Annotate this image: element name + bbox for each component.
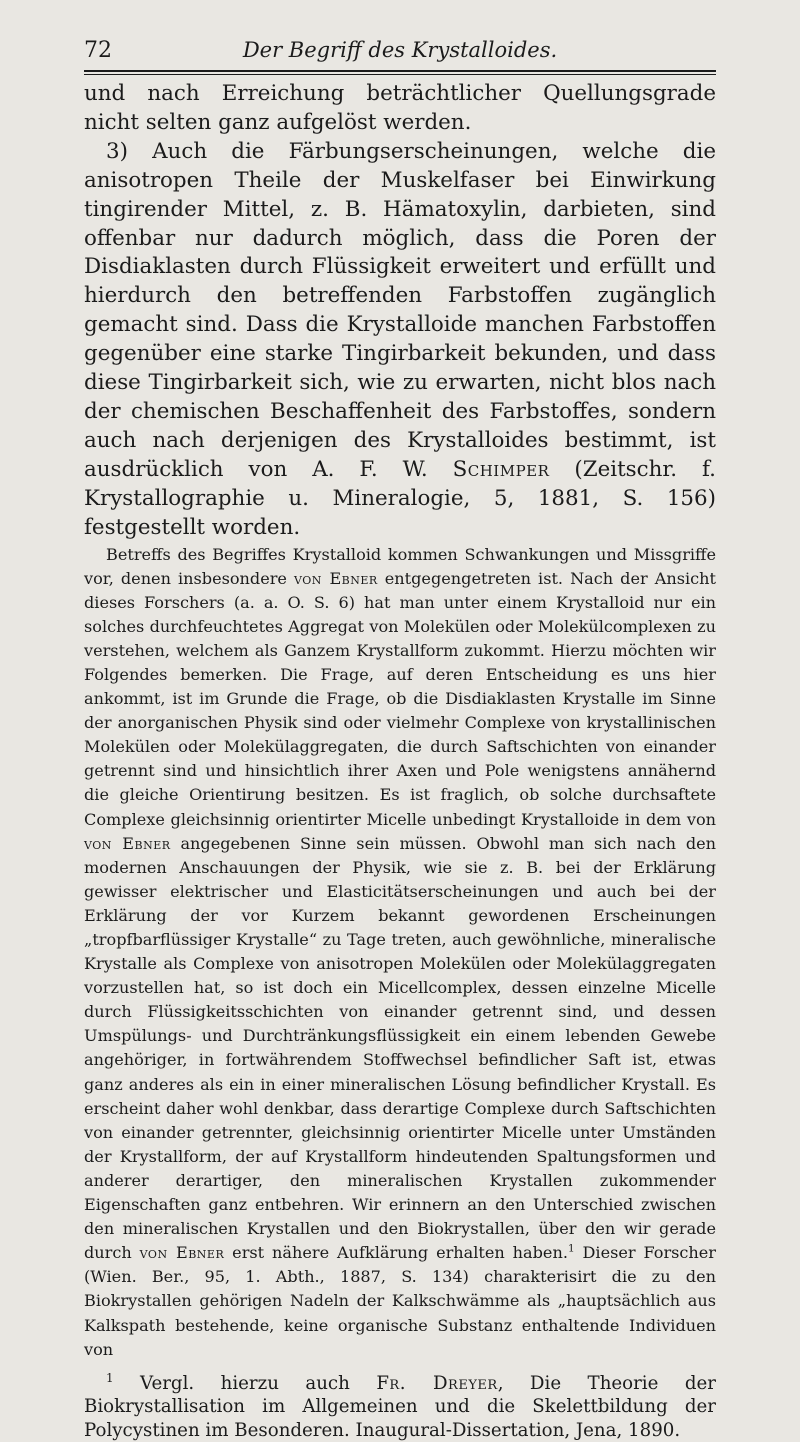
paragraph-3-text: 3) Auch die Färbungserscheinungen, welche die anisotropen Theile der Muskelfaser bei Einwirkung tingirender Mittel, z. B. Hämatoxylin, darbieten, sind offenbar nur dadurch möglich, dass die Poren der Disdiaklasten durch Flüssigkeit erweitert und erfüllt und hierdurch den betreffenden Farbstoffen zugänglich gemacht sind. Dass die Krystalloide manchen Farbstoffen gegenüber eine starke Tingirbarkeit bekunden, und dass diese Tingirbarkeit sich, wie zu erwarten, nicht blos nach der chemischen Beschaffenheit des Farbstoffes, sondern auch nach derjenigen des Krystalloides bestimmt, ist ausdrücklich von A. F. W. [84, 138, 716, 482]
author-name: von Ebner [294, 568, 378, 588]
footnote [84, 1372, 716, 1442]
page-header [84, 26, 716, 66]
paragraph-3 [84, 138, 716, 543]
paragraph-3-end: (Zeitschr. f. Krystallographie u. Mineralogie, 5, 1881, S. 156) festgestellt worden. [84, 456, 716, 540]
running-title: Der Begriff des Krystalloides. [242, 38, 558, 62]
small-text-2: entgegengetreten ist. Nach der Ansicht dieses Forschers (a. a. O. S. 6) hat man unter einem Krystalloid nur ein solches durchfeuchtetes Aggregat von Molekülen oder Molekülcomplexen zu verstehen, welchem als Ganzem Krystallform zukommt. Hierzu möchten wir Folgendes bemerken. Die Frage, auf deren Entscheidung es uns hier ankommt, ist im Grunde die Frage, ob die Disdiaklasten Krystalle im Sinne der anorganischen Physik sind oder vielmehr Complexe von krystallinischen Molekülen oder Molekülaggregaten, die durch Saftschichten von einander getrennt sind und hinsichtlich ihrer Axen und Pole wenigstens annähernd die gleiche Orientirung besitzen. Es ist fraglich, ob solche durchsaftete Complexe gleichsinnig orientirter Micelle unbedingt Krystalloide in dem von [84, 568, 716, 829]
author-name: Schimper [452, 456, 550, 482]
header-rule-thin [84, 74, 716, 75]
footnote-mark: 1 [106, 1370, 114, 1385]
small-text-5: Dieser Forscher (Wien. Ber., 95, 1. Abth., 1887, S. 134) charakterisirt die zu den Biokrystallen gehörigen Nadeln der Kalkschwämme als „hauptsächlich aus Kalkspath bestehende, keine organische Substanz enthaltende Individuen von [84, 1243, 716, 1359]
header-rule [84, 70, 716, 72]
page-number: 72 [84, 38, 112, 63]
footnote-author: Fr. Dreyer [376, 1372, 498, 1394]
footnote-text-2: , Die Theorie der Biokrystallisation im Allgemeinen und die Skelettbildung der Polycystinen im Besonderen. Inaugural-Dissertation, Jena, 1890. [84, 1372, 716, 1441]
author-name: von Ebner [84, 833, 171, 853]
page-body [84, 80, 716, 1442]
small-text-1: Betreffs des Begriffes Krystalloid kommen Schwankungen und Missgriffe vor, denen insbesondere [84, 544, 716, 588]
small-text-3: angegebenen Sinne sein müssen. Obwohl man sich nach den modernen Anschauungen der Physik, wie sie z. B. bei der Erklärung gewisser elektrischer und Elasticitätserscheinungen und auch bei der Erklärung der vor Kurzem bekannt gewordenen Erscheinungen „tropfbarflüssiger Krystalle“ zu Tage treten, auch gewöhnliche, mineralische Krystalle als Complexe von anisotropen Molekülen oder Molekülaggregaten vorzustellen hat, so ist doch ein Micellcomplex, dessen einzelne Micelle durch Flüssigkeitsschichten von einander getrennt sind, und dessen Umspülungs- und Durchtränkungsflüssigkeit ein einem lebenden Gewebe angehöriger, in fortwährendem Stoffwechsel befindlicher Saft ist, etwas ganz anderes als ein in einer mineralischen Lösung befindlicher Krystall. Es erscheint daher wohl denkbar, dass derartige Complexe durch Saftschichten von einander getrennter, gleichsinnig orientirter Micelle unter Umständen der Krystallform, der auf Krystallform hindeutenden Spaltungsformen und anderer derartiger, den mineralischen Krystallen zukommender Eigenschaften ganz entbehren. Wir erinnern an den Unterschied zwischen den mineralischen Krystallen und den Biokrystallen, über den wir gerade durch [84, 833, 717, 1263]
footnote-separator [84, 1362, 716, 1372]
footnote-reference: 1 [567, 1242, 575, 1255]
small-text-4: erst nähere Aufklärung erhalten haben. [232, 1243, 568, 1263]
footnote-text-1: Vergl. hierzu auch [140, 1372, 350, 1394]
paragraph-continuation: und nach Erreichung beträchtlicher Quellungsgrade nicht selten ganz aufgelöst werden. [84, 81, 716, 135]
author-name: von Ebner [139, 1243, 225, 1263]
small-print-paragraph [84, 543, 716, 1362]
